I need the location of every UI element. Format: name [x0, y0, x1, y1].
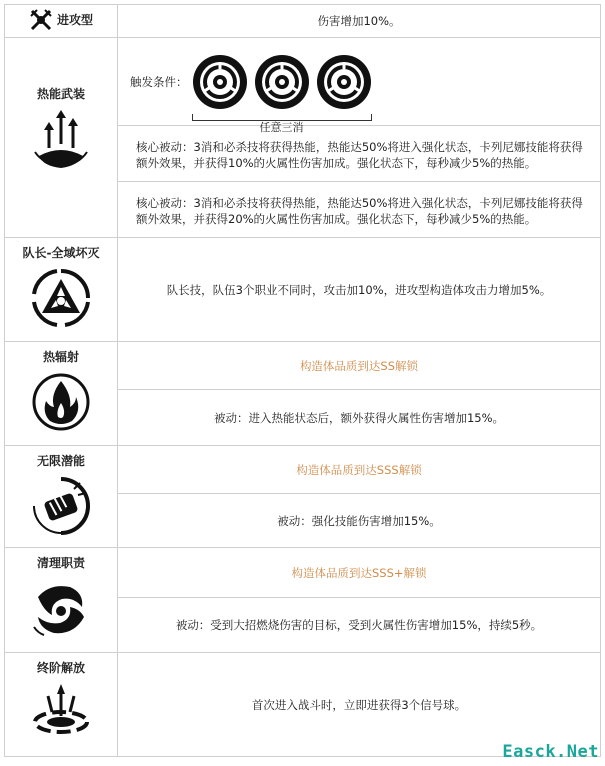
type-label: 进攻型 [56, 13, 93, 27]
skill-table [4, 4, 601, 757]
radiation-unlock: 构造体品质到达SS解锁 [118, 342, 601, 390]
fire-ring-icon [30, 371, 92, 433]
type-cell [5, 5, 118, 38]
signal-orb-icon [254, 54, 310, 110]
signal-orbs [192, 54, 372, 134]
thermal-cell [5, 38, 118, 238]
potential-name: 无限潜能 [36, 454, 85, 468]
potential-desc: 被动：强化技能伤害增加15%。 [118, 494, 601, 548]
trigger-label: 触发条件： [130, 74, 188, 89]
signal-orb-icon [316, 54, 372, 110]
type-effect: 伤害增加10%。 [118, 5, 601, 38]
final-name: 终阶解放 [36, 661, 85, 675]
crossed-swords-icon [29, 8, 53, 32]
core-passive-1: 核心被动：3消和必杀技将获得热能，热能达50%将进入强化状态，卡列尼娜技能将获得额外效果，并获得10%的火属性伤害加成。强化状态下，每秒减少5%的热能。 [136, 139, 583, 170]
radiation-desc: 被动：进入热能状态后，额外获得火属性伤害增加15%。 [118, 390, 601, 446]
rising-arrows-fire-icon [33, 108, 89, 170]
final-desc: 首次进入战斗时，立即进获得3个信号球。 [118, 653, 601, 757]
thermal-name: 热能武装 [36, 87, 85, 101]
captain-desc: 队长技，队伍3个职业不同时，攻击加10%，进攻型构造体攻击力增加5%。 [118, 238, 601, 342]
cleanup-name: 清理职责 [36, 556, 85, 570]
final-cell [5, 653, 118, 757]
flame-swirl-icon [30, 577, 92, 639]
radiation-hazard-icon [30, 267, 92, 329]
captain-name: 队长-全域坏灭 [22, 246, 100, 260]
signal-orb-icon [192, 54, 248, 110]
captain-cell [5, 238, 118, 342]
core-passive-2-cell [118, 182, 601, 238]
potential-cell [5, 446, 118, 548]
core-passive-2: 核心被动：3消和必杀技将获得热能，热能达50%将进入强化状态，卡列尼娜技能将获得额外效果，并获得20%的火属性伤害加成。强化状态下，每秒减少5%的热能。 [136, 195, 583, 226]
cleanup-unlock: 构造体品质到达SSS+解锁 [118, 548, 601, 598]
fist-ring-icon [30, 475, 92, 537]
ground-burst-icon [30, 682, 92, 738]
watermark: Easck.Net [502, 742, 599, 762]
cleanup-desc: 被动：受到大招燃烧伤害的目标，受到火属性伤害增加15%，持续5秒。 [118, 598, 601, 653]
potential-unlock: 构造体品质到达SSS解锁 [118, 446, 601, 494]
radiation-name: 热辐射 [42, 350, 79, 364]
radiation-cell [5, 342, 118, 446]
trigger-cell [118, 38, 601, 134]
any-three-label: 任意三消 [259, 120, 304, 134]
cleanup-cell [5, 548, 118, 653]
